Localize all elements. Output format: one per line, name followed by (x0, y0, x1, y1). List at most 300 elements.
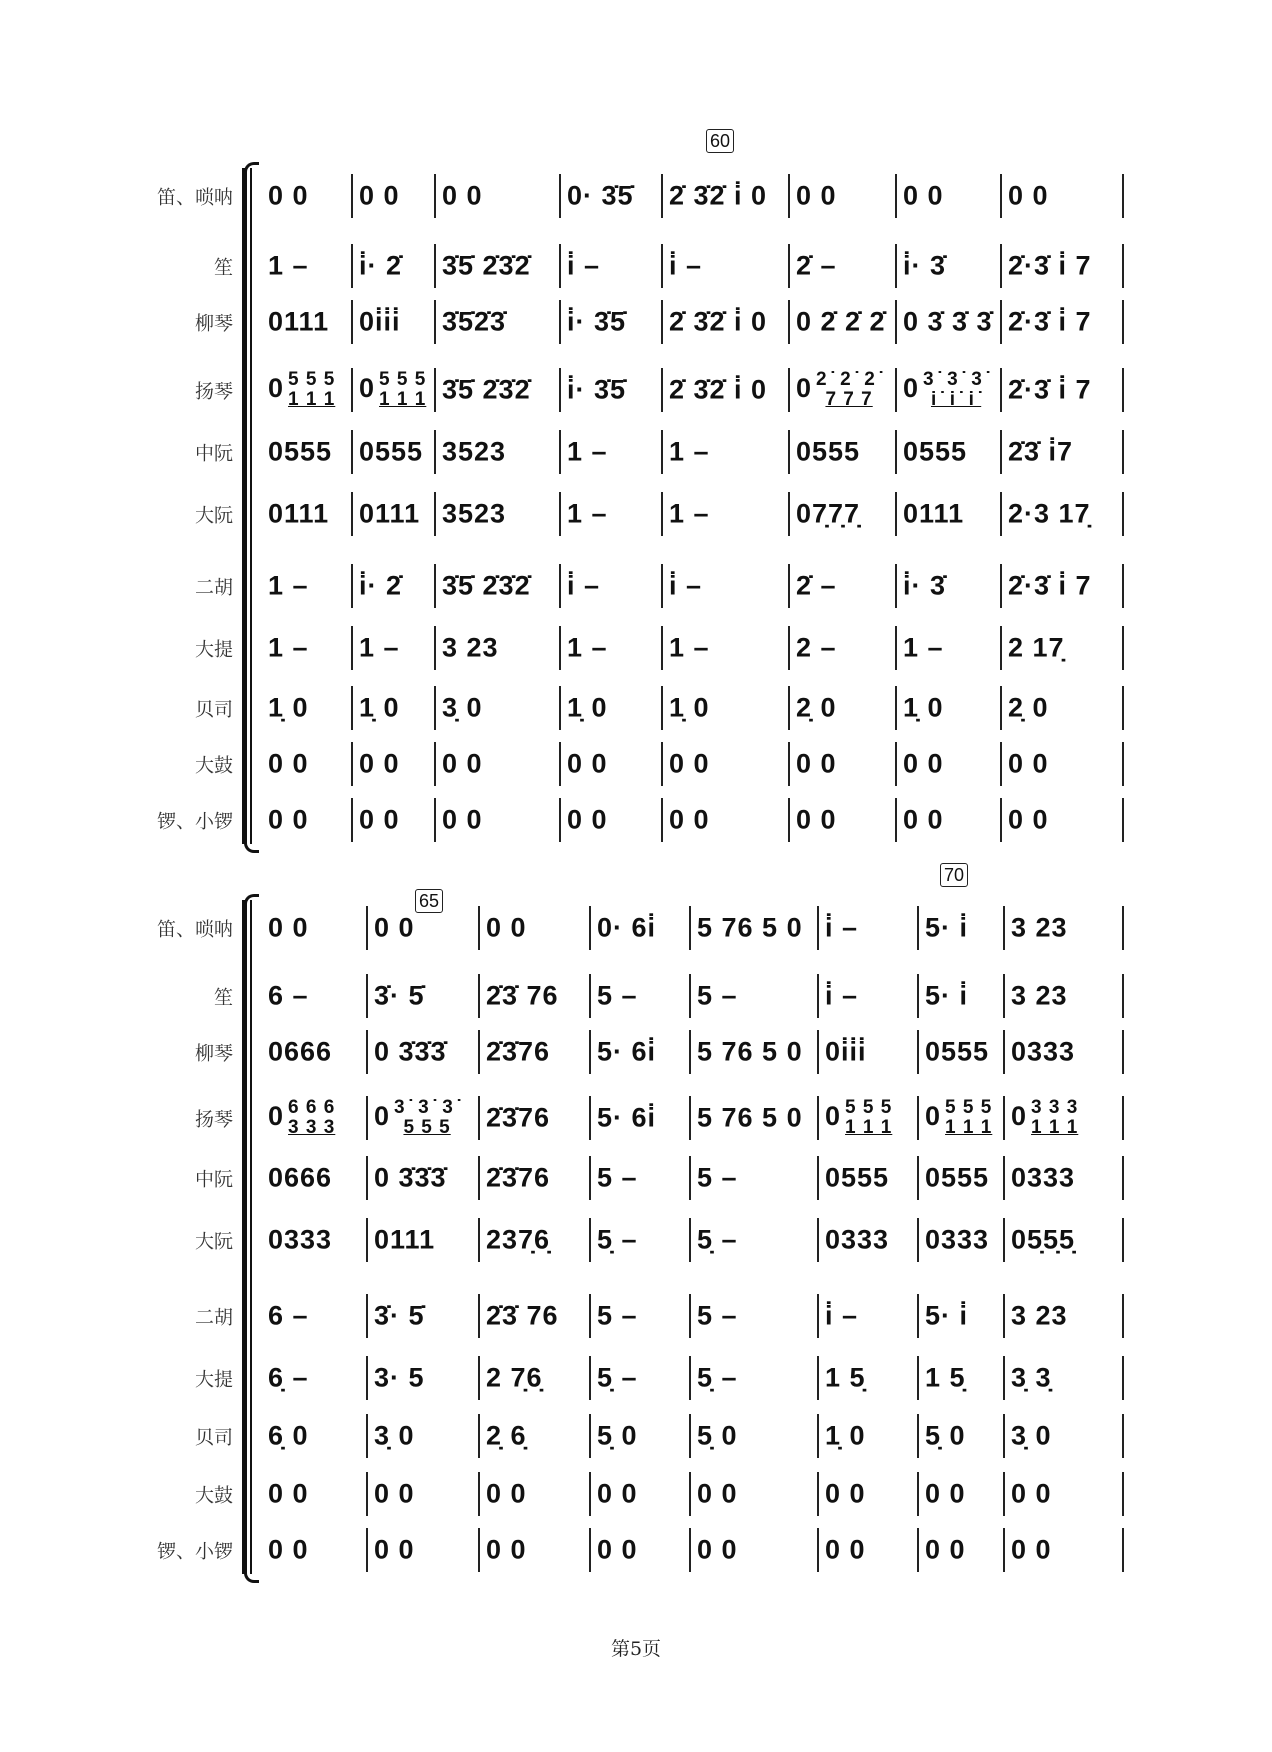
barline (589, 1356, 591, 1400)
barline (366, 1472, 368, 1516)
measure-notes: 0 0 (697, 1478, 738, 1509)
barline (917, 974, 919, 1018)
measure-notes: 3̣ 0 (1011, 1420, 1052, 1451)
barline (1000, 686, 1002, 730)
measure-notes: 2̣ 0 (1008, 692, 1049, 723)
barline (589, 1528, 591, 1572)
instrument-label: 大提 (194, 1368, 233, 1391)
barline (788, 798, 790, 842)
measure-notes: 1̣ 0 (903, 692, 944, 723)
measure-notes: 0 0 (442, 804, 483, 835)
measure-notes: i̇· 2̇ (359, 570, 403, 601)
barline (1122, 974, 1124, 1018)
barline (1122, 492, 1124, 536)
measure-notes: 3̇5̇ 2̇3̇2̇ (442, 570, 531, 601)
barline (478, 1294, 480, 1338)
instrument-label: 锣、小锣 (156, 810, 233, 833)
instrument-label: 笙 (213, 986, 233, 1009)
barline (434, 686, 436, 730)
measure-notes: 0 0 (925, 1534, 966, 1565)
barline (1003, 1030, 1005, 1074)
measure-notes: 5 – (697, 1162, 738, 1193)
system-bracket (242, 900, 247, 1574)
measure-notes: 3523 (442, 436, 507, 467)
measure-notes: 0 0 (567, 748, 608, 779)
barline (689, 1156, 691, 1200)
measure-notes: i̇ – (567, 570, 601, 601)
measure-notes: 0 0 (486, 1478, 527, 1509)
barline (589, 1414, 591, 1458)
instrument-label: 中阮 (194, 442, 233, 465)
measure-notes: 0555 (268, 436, 333, 467)
measure-notes: 0 0 (374, 912, 415, 943)
barline (895, 564, 897, 608)
barline (351, 368, 353, 412)
barline (589, 1472, 591, 1516)
measure-notes: 0333 (825, 1224, 890, 1255)
barline (895, 686, 897, 730)
measure-notes: 0 0 (442, 748, 483, 779)
barline (351, 564, 353, 608)
measure-notes: 0 5 5 5 1 1 1 (268, 369, 336, 410)
barline (1122, 1096, 1124, 1140)
measure-notes: 2̣ 6̣ (486, 1420, 527, 1451)
measure-notes: 5̣ – (697, 1362, 738, 1393)
measure-notes: 0111 (374, 1224, 436, 1255)
measure-notes: 0 0 (925, 1478, 966, 1509)
barline (478, 1218, 480, 1262)
measure-notes: 0 3̇3̇3̇ (374, 1036, 447, 1067)
barline (917, 1294, 919, 1338)
measure-notes: 0555 (903, 436, 968, 467)
measure-notes: 1 – (669, 498, 710, 529)
measure-notes: 3· 5 (374, 1362, 425, 1393)
measure-notes: 0 0 (268, 180, 309, 211)
measure-notes: 1 – (567, 632, 608, 663)
measure-notes: i̇· 3̇ (903, 570, 947, 601)
measure-notes: 0111 (359, 498, 421, 529)
barline (366, 906, 368, 950)
barline (434, 626, 436, 670)
barline (1122, 244, 1124, 288)
measure-notes: 5 – (597, 1162, 638, 1193)
instrument-label: 笙 (213, 256, 233, 279)
barline (559, 686, 561, 730)
measure-notes: 0 5 5 5 1 1 1 (925, 1097, 993, 1138)
measure-notes: 1̣ 0 (669, 692, 710, 723)
measure-notes: 0 0 (1008, 748, 1049, 779)
barline (689, 906, 691, 950)
barline (366, 1156, 368, 1200)
barline (1122, 1356, 1124, 1400)
system-bracket-line (250, 168, 252, 844)
barline (434, 492, 436, 536)
measure-notes: 0 0 (1008, 804, 1049, 835)
barline (817, 1356, 819, 1400)
measure-notes: 0555 (825, 1162, 890, 1193)
measure-notes: 0i̇i̇i̇ (825, 1036, 867, 1067)
measure-notes: 0 2 ̇ 2 ̇ 2 ̇ 7 7 7 (796, 369, 883, 410)
measure-notes: 0 0 (597, 1478, 638, 1509)
measure-notes: 0 3 3 3 1 1 1 (1011, 1097, 1079, 1138)
measure-notes: 05̣5̣5̣ (1011, 1224, 1076, 1255)
barline (895, 300, 897, 344)
measure-notes: 2̇·3̇ i̇ 7 (1008, 250, 1092, 281)
measure-notes: 0 0 (796, 748, 837, 779)
measure-notes: 2̇3̇ 76 (486, 1300, 559, 1331)
measure-notes: 0 0 (903, 804, 944, 835)
measure-notes: 5 76 5 0 (697, 1036, 803, 1067)
barline (917, 1356, 919, 1400)
barline (895, 626, 897, 670)
barline (351, 742, 353, 786)
measure-notes: i̇ – (567, 250, 601, 281)
instrument-label: 笛、唢呐 (156, 186, 233, 209)
measure-notes: 2̇ 3̇2̇ i̇ 0 (669, 306, 768, 337)
measure-notes: 1 – (903, 632, 944, 663)
barline (689, 1096, 691, 1140)
measure-notes: 0555 (359, 436, 424, 467)
measure-notes: 0 0 (268, 1534, 309, 1565)
instrument-label: 扬琴 (194, 1108, 233, 1131)
measure-notes: 2̇3̇76 (486, 1036, 551, 1067)
barline (661, 430, 663, 474)
barline (351, 686, 353, 730)
measure-notes: 0111 (268, 306, 330, 337)
rehearsal-mark: 65 (415, 889, 443, 913)
barline (478, 1096, 480, 1140)
measure-notes: 5· i̇ (925, 1300, 969, 1331)
measure-notes: 0333 (925, 1224, 990, 1255)
barline (559, 492, 561, 536)
barline (434, 174, 436, 218)
barline (895, 174, 897, 218)
measure-notes: 1 – (669, 632, 710, 663)
barline (689, 1294, 691, 1338)
measure-notes: 5̣ – (597, 1362, 638, 1393)
barline (559, 430, 561, 474)
measure-notes: 3̇5̇ 2̇3̇2̇ (442, 250, 531, 281)
barline (689, 1528, 691, 1572)
barline (559, 244, 561, 288)
barline (559, 300, 561, 344)
measure-notes: 0 0 (903, 180, 944, 211)
measure-notes: 5̣ – (597, 1224, 638, 1255)
measure-notes: 0666 (268, 1162, 333, 1193)
barline (788, 564, 790, 608)
barline (661, 300, 663, 344)
measure-notes: 0555 (925, 1036, 990, 1067)
measure-notes: 0 0 (268, 1478, 309, 1509)
barline (559, 564, 561, 608)
measure-notes: 2̇ 3̇2̇ i̇ 0 (669, 374, 768, 405)
barline (434, 368, 436, 412)
barline (366, 1030, 368, 1074)
barline (1000, 798, 1002, 842)
measure-notes: 2 7̣6̣ (486, 1362, 543, 1393)
instrument-label: 贝司 (194, 698, 233, 721)
barline (895, 368, 897, 412)
barline (1000, 430, 1002, 474)
measure-notes: 5 76 5 0 (697, 912, 803, 943)
measure-notes: 0 0 (796, 180, 837, 211)
measure-notes: 2̇3̇76 (486, 1162, 551, 1193)
barline (917, 1096, 919, 1140)
barline (1003, 1528, 1005, 1572)
measure-notes: 2̇·3̇ i̇ 7 (1008, 570, 1092, 601)
measure-notes: 2̇·3̇ i̇ 7 (1008, 306, 1092, 337)
barline (1122, 906, 1124, 950)
barline (1000, 626, 1002, 670)
barline (1003, 1356, 1005, 1400)
barline (351, 626, 353, 670)
barline (817, 974, 819, 1018)
barline (917, 1156, 919, 1200)
barline (788, 244, 790, 288)
barline (895, 492, 897, 536)
measure-notes: 1̣ 0 (825, 1420, 866, 1451)
rehearsal-mark: 70 (940, 863, 968, 887)
measure-notes: 0333 (1011, 1036, 1076, 1067)
measure-notes: 0 0 (796, 804, 837, 835)
measure-notes: 0 0 (669, 804, 710, 835)
measure-notes: 3523 (442, 498, 507, 529)
barline (1122, 1414, 1124, 1458)
barline (589, 1096, 591, 1140)
barline (661, 564, 663, 608)
barline (689, 1356, 691, 1400)
barline (1122, 300, 1124, 344)
barline (478, 1156, 480, 1200)
measure-notes: 1 – (567, 498, 608, 529)
barline (1122, 368, 1124, 412)
measure-notes: 5 – (697, 980, 738, 1011)
measure-notes: 1 5̣ (825, 1362, 866, 1393)
barline (817, 906, 819, 950)
measure-notes: 2̇3̇ 76 (486, 980, 559, 1011)
barline (434, 742, 436, 786)
barline (689, 1030, 691, 1074)
barline (1000, 174, 1002, 218)
barline (661, 686, 663, 730)
measure-notes: 5· 6i̇ (597, 1102, 657, 1133)
measure-notes: 0 0 (1011, 1534, 1052, 1565)
barline (1003, 974, 1005, 1018)
measure-notes: 0 0 (486, 1534, 527, 1565)
measure-notes: 0 3̇ 3̇ 3̇ (903, 306, 993, 337)
barline (1122, 1528, 1124, 1572)
measure-notes: 1 – (567, 436, 608, 467)
measure-notes: 0· 6i̇ (597, 912, 657, 943)
measure-notes: 0 0 (669, 748, 710, 779)
barline (1122, 174, 1124, 218)
instrument-label: 大鼓 (194, 754, 233, 777)
rehearsal-mark: 60 (706, 129, 734, 153)
instrument-label: 二胡 (194, 576, 233, 599)
barline (689, 1472, 691, 1516)
barline (817, 1294, 819, 1338)
measure-notes: 1 – (268, 250, 309, 281)
barline (817, 1472, 819, 1516)
measure-notes: 0 0 (597, 1534, 638, 1565)
barline (434, 300, 436, 344)
measure-notes: 0 0 (1008, 180, 1049, 211)
measure-notes: 3 23 (1011, 980, 1068, 1011)
measure-notes: 0 6 6 6 3 3 3 (268, 1097, 336, 1138)
barline (1122, 626, 1124, 670)
barline (788, 174, 790, 218)
barline (366, 1096, 368, 1140)
instrument-label: 锣、小锣 (156, 1540, 233, 1563)
measure-notes: 0 0 (359, 180, 400, 211)
barline (589, 1156, 591, 1200)
barline (661, 492, 663, 536)
barline (1000, 244, 1002, 288)
barline (1000, 492, 1002, 536)
bracket-hook-bottom (244, 1570, 259, 1583)
barline (351, 244, 353, 288)
measure-notes: 0 3̇3̇3̇ (374, 1162, 447, 1193)
measure-notes: 1 5̣ (925, 1362, 966, 1393)
barline (434, 430, 436, 474)
barline (351, 798, 353, 842)
barline (788, 368, 790, 412)
measure-notes: 0 0 (442, 180, 483, 211)
measure-notes: 2̇·3̇ i̇ 7 (1008, 374, 1092, 405)
barline (817, 1414, 819, 1458)
measure-notes: 1̣ 0 (567, 692, 608, 723)
barline (351, 300, 353, 344)
bracket-hook-bottom (244, 840, 259, 853)
measure-notes: 0 3 ̇ 3 ̇ 3 ̇ 5 5 5 (374, 1097, 461, 1138)
instrument-label: 中阮 (194, 1168, 233, 1191)
barline (478, 974, 480, 1018)
barline (788, 300, 790, 344)
barline (689, 1414, 691, 1458)
measure-notes: 0 0 (359, 748, 400, 779)
barline (895, 798, 897, 842)
measure-notes: 5 – (597, 1300, 638, 1331)
measure-notes: i̇· 3̇5̇ (567, 374, 627, 405)
barline (1003, 1472, 1005, 1516)
instrument-label: 二胡 (194, 1306, 233, 1329)
measure-notes: 5̣ 0 (697, 1420, 738, 1451)
barline (1122, 430, 1124, 474)
barline (1122, 1030, 1124, 1074)
measure-notes: 2̇3̇76 (486, 1102, 551, 1133)
barline (351, 492, 353, 536)
measure-notes: i̇ – (669, 250, 703, 281)
measure-notes: 3̣ 0 (374, 1420, 415, 1451)
barline (1003, 1414, 1005, 1458)
measure-notes: 0 0 (268, 912, 309, 943)
barline (661, 174, 663, 218)
barline (817, 1156, 819, 1200)
measure-notes: 07̣7̣7̣ (796, 498, 861, 529)
measure-notes: 2 – (796, 632, 837, 663)
barline (661, 368, 663, 412)
measure-notes: 5· i̇ (925, 912, 969, 943)
system-bracket (242, 168, 247, 844)
measure-notes: 0 0 (1011, 1478, 1052, 1509)
barline (817, 1096, 819, 1140)
barline (817, 1218, 819, 1262)
barline (1000, 368, 1002, 412)
instrument-label: 大阮 (194, 1230, 233, 1253)
measure-notes: 3 23 (1011, 1300, 1068, 1331)
barline (366, 1294, 368, 1338)
measure-notes: 0 0 (825, 1478, 866, 1509)
measure-notes: 0 0 (359, 804, 400, 835)
barline (1000, 742, 1002, 786)
instrument-label: 笛、唢呐 (156, 918, 233, 941)
barline (478, 1356, 480, 1400)
measure-notes: 6̣ – (268, 1362, 309, 1393)
measure-notes: 2̇3̇ i̇7 (1008, 436, 1074, 467)
barline (351, 430, 353, 474)
barline (434, 244, 436, 288)
measure-notes: 2̇ – (796, 250, 837, 281)
measure-notes: 0 0 (486, 912, 527, 943)
measure-notes: 0· 3̇5̇ (567, 180, 634, 211)
barline (895, 430, 897, 474)
measure-notes: 3 23 (1011, 912, 1068, 943)
barline (589, 974, 591, 1018)
measure-notes: 5 – (597, 980, 638, 1011)
barline (917, 1528, 919, 1572)
barline (366, 1218, 368, 1262)
instrument-label: 扬琴 (194, 380, 233, 403)
barline (559, 174, 561, 218)
measure-notes: 3̇· 5̇ (374, 980, 425, 1011)
measure-notes: 3 23 (442, 632, 499, 663)
barline (559, 798, 561, 842)
measure-notes: 2·3 17̣ (1008, 498, 1091, 529)
measure-notes: 5 – (697, 1300, 738, 1331)
measure-notes: 5· i̇ (925, 980, 969, 1011)
measure-notes: 1 – (268, 570, 309, 601)
barline (1122, 742, 1124, 786)
barline (559, 626, 561, 670)
barline (817, 1528, 819, 1572)
measure-notes: 2̇ 3̇2̇ i̇ 0 (669, 180, 768, 211)
measure-notes: 0 2̇ 2̇ 2̇ (796, 306, 886, 337)
barline (478, 1528, 480, 1572)
barline (917, 906, 919, 950)
barline (788, 742, 790, 786)
barline (589, 1030, 591, 1074)
barline (1122, 1294, 1124, 1338)
barline (366, 974, 368, 1018)
instrument-label: 柳琴 (194, 312, 233, 335)
measure-notes: 3̣ 0 (442, 692, 483, 723)
barline (1122, 686, 1124, 730)
barline (1122, 1218, 1124, 1262)
barline (895, 742, 897, 786)
barline (589, 906, 591, 950)
barline (1003, 906, 1005, 950)
barline (1003, 1156, 1005, 1200)
measure-notes: 3̇· 5̇ (374, 1300, 425, 1331)
measure-notes: 0666 (268, 1036, 333, 1067)
bracket-hook-top (244, 894, 259, 907)
measure-notes: 0 0 (697, 1534, 738, 1565)
barline (1000, 300, 1002, 344)
barline (478, 1030, 480, 1074)
barline (788, 686, 790, 730)
measure-notes: 0555 (796, 436, 861, 467)
system-bracket-line (250, 900, 252, 1574)
